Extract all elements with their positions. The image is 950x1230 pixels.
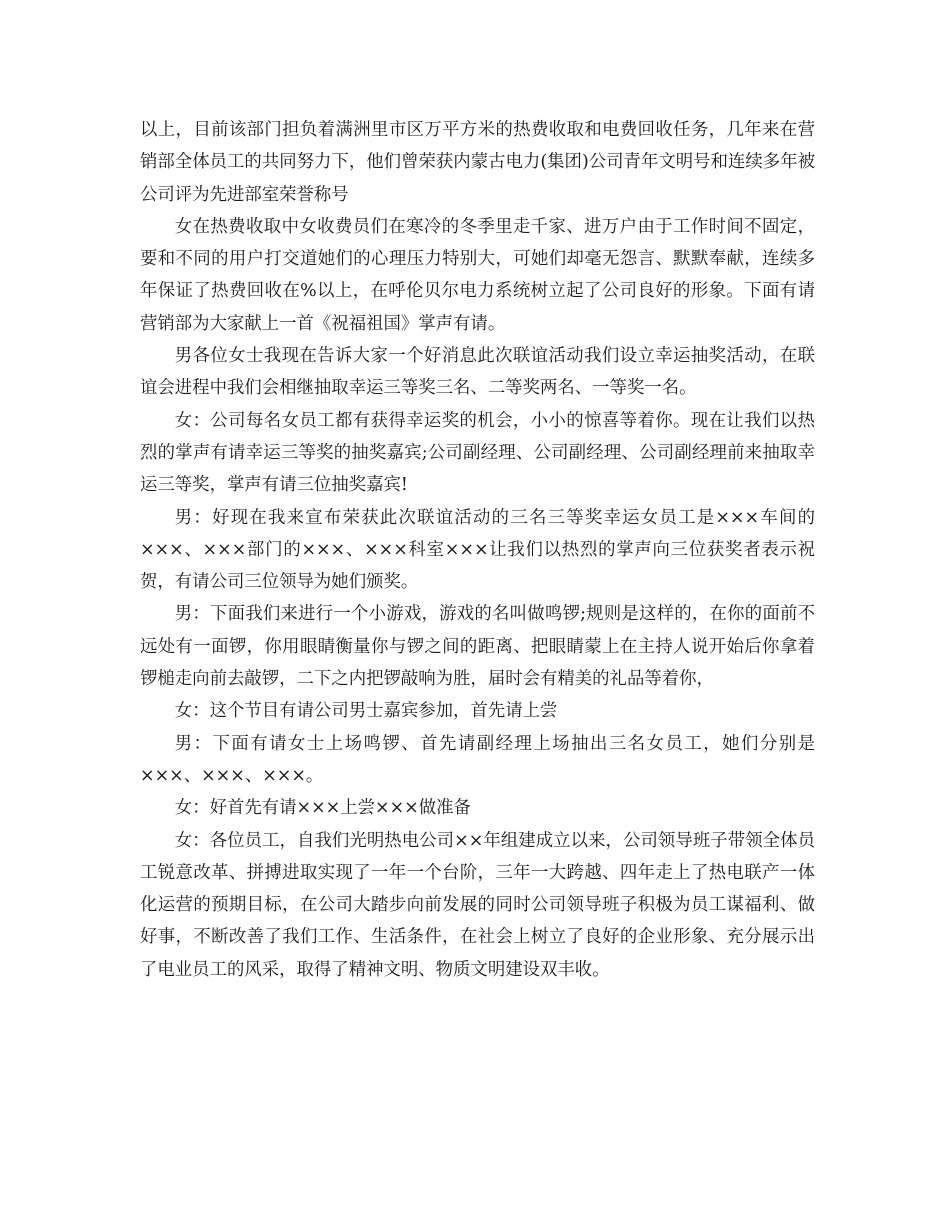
paragraph-6: 男：下面我们来进行一个小游戏，游戏的名叫做鸣锣;规则是这样的，在你的面前不远处有一面锣，你用眼睛衡量你与锣之间的距离、把眼睛蒙上在主持人说开始后你拿着锣槌走向前去敲锣，二下之内把锣敲响为胜，届时会有精美的礼品等着你， [140, 604, 815, 690]
paragraph-4: 女：公司每名女员工都有获得幸运奖的机会，小小的惊喜等着你。现在让我们以热烈的掌声有请幸运三等奖的抽奖嘉宾;公司副经理、公司副经理、公司副经理前来抽取幸运三等奖，掌声有请三位抽奖嘉宾! [140, 410, 815, 496]
paragraph-1: 以上，目前该部门担负着满洲里市区万平方米的热费收取和电费回收任务，几年来在营销部全体员工的共同努力下，他们曾荣获内蒙古电力(集团)公司青年文明号和连续多年被公司评为先进部室荣誉称号 [140, 120, 815, 205]
document-body [140, 114, 815, 986]
paragraph-2: 女在热费收取中女收费员们在寒冷的冬季里走千家、进万户由于工作时间不固定，要和不同的用户打交道她们的心理压力特别大，可她们却毫无怨言、默默奉献，连续多年保证了热费回收在%以上，在呼伦贝尔电力系统树立起了公司良好的形象。下面有请营销部为大家献上一首《祝福祖国》掌声有请。 [140, 216, 815, 334]
paragraph-10: 女：各位员工，自我们光明热电公司××年组建成立以来，公司领导班子带领全体员工锐意改革、拼搏进取实现了一年一个台阶，三年一大跨越、四年走上了热电联产一体化运营的预期目标，在公司大踏步向前发展的同时公司领导班子积极为员工谋福利、做好事，不断改善了我们工作、生活条件，在社会上树立了良好的企业形象、充分展示出了电业员工的风采，取得了精神文明、物质文明建设双丰收。 [140, 830, 815, 980]
paragraph-3: 男各位女士我现在告诉大家一个好消息此次联谊活动我们设立幸运抽奖活动，在联谊会进程中我们会相继抽取幸运三等奖三名、二等奖两名、一等奖一名。 [140, 346, 815, 399]
paragraph-8: 男：下面有请女士上场鸣锣、首先请副经理上场抽出三名女员工，她们分别是×××、×××、×××。 [140, 733, 815, 786]
paragraph-9: 女：好首先有请×××上尝×××做准备 [174, 798, 471, 819]
paragraph-7: 女：这个节目有请公司男士嘉宾参加，首先请上尝 [174, 701, 558, 722]
paragraph-5: 男：好现在我来宣布荣获此次联谊活动的三名三等奖幸运女员工是×××车间的×××、×××部门的×××、×××科室×××让我们以热烈的掌声向三位获奖者表示祝贺，有请公司三位领导为她们颁奖。 [140, 507, 815, 593]
